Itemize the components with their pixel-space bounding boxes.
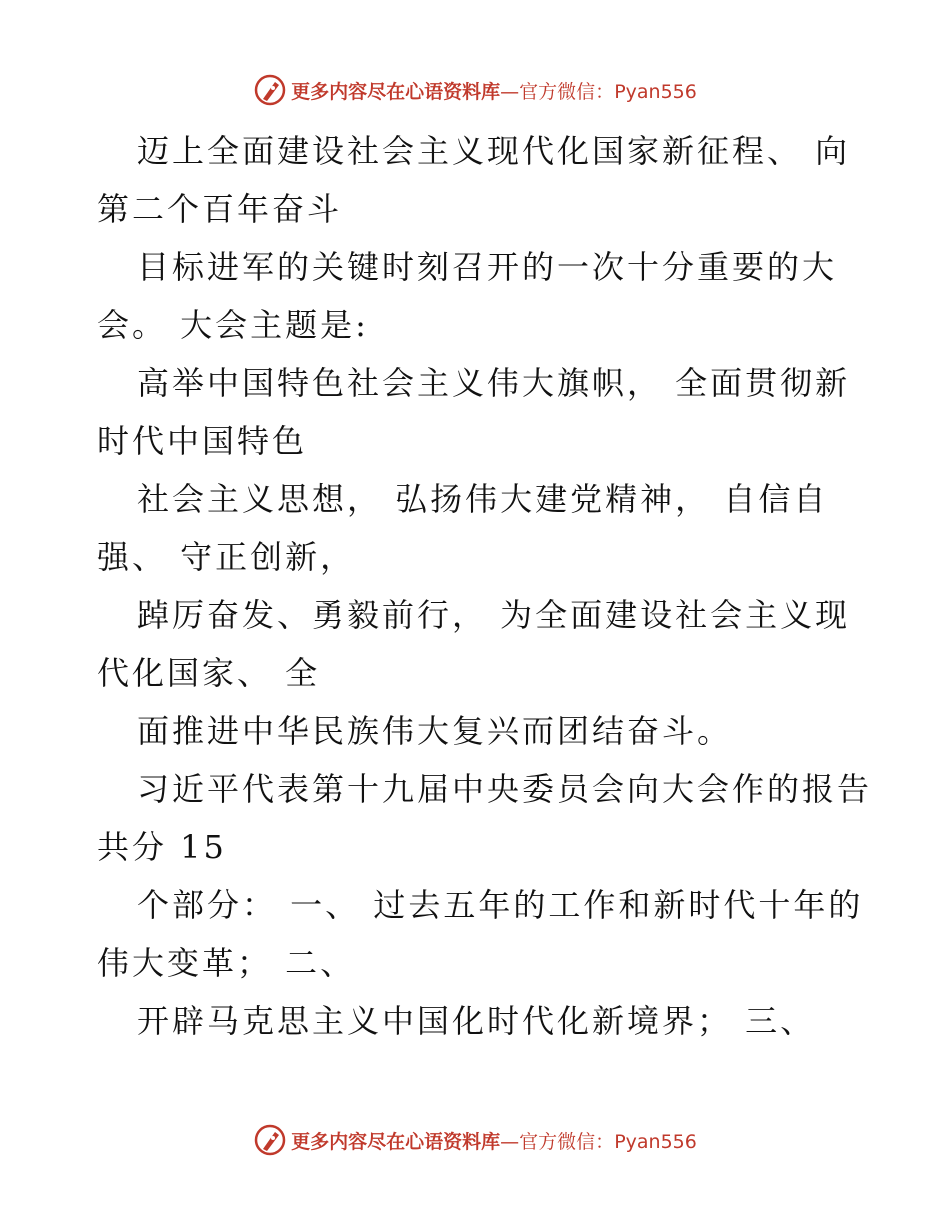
- text-line: 迈上全面建设社会主义现代化国家新征程、 向: [137, 132, 851, 170]
- text-line: 开辟马克思主义中国化时代化新境界； 三、: [137, 1002, 816, 1040]
- pen-nib-circle-logo-icon: [253, 1123, 287, 1157]
- text-line: 社会主义思想， 弘扬伟大建党精神， 自信自: [137, 480, 829, 518]
- text-line: 习近平代表第十九届中央委员会向大会作的报告: [137, 770, 873, 808]
- text-line: 时代中国特色: [97, 422, 308, 460]
- document-body: [97, 122, 873, 1050]
- text-line: 个部分： 一、 过去五年的工作和新时代十年的: [137, 886, 864, 924]
- text-line: 面推进中华民族伟大复兴而团结奋斗。: [137, 712, 733, 750]
- header-watermark-banner: [0, 70, 950, 110]
- text-line: 共分 15: [97, 828, 227, 866]
- text-line: 代化国家、 全: [97, 654, 321, 692]
- text-line: 踔厉奋发、勇毅前行， 为全面建设社会主义现: [137, 596, 851, 634]
- pen-nib-circle-logo-icon: [253, 73, 287, 107]
- text-line: 强、 守正创新，: [97, 538, 356, 576]
- text-line: 目标进军的关键时刻召开的一次十分重要的大: [137, 248, 838, 286]
- watermark-text: 更多内容尽在心语资料库—官方微信：Pyan556: [291, 1130, 697, 1153]
- watermark-text: 更多内容尽在心语资料库—官方微信：Pyan556: [291, 80, 697, 103]
- text-line: 伟大变革； 二、: [97, 944, 356, 982]
- text-line: 高举中国特色社会主义伟大旗帜， 全面贯彻新: [137, 364, 851, 402]
- footer-watermark-banner: [0, 1120, 950, 1160]
- text-line: 第二个百年奋斗: [97, 190, 343, 228]
- text-line: 会。 大会主题是:: [97, 306, 369, 344]
